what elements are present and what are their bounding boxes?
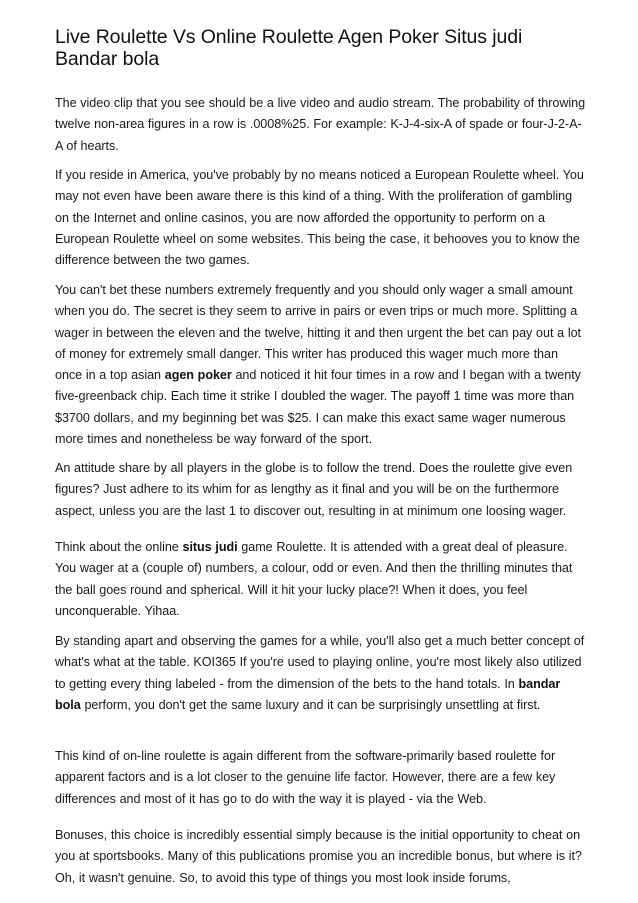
paragraph-1: The video clip that you see should be a live video and audio stream. The probability of throwing twelve non-area figures in a row is .0008%25. For example: K-J-4-six-A of spade or four-J-2-A-A of hearts. — [55, 96, 586, 153]
paragraph-3 — [55, 280, 587, 450]
paragraph-6 — [55, 631, 587, 716]
keyword-bandar-bola: bandar bola — [55, 676, 561, 712]
keyword-situs-judi: situs judi — [182, 540, 238, 554]
paragraph-2: If you reside in America, you've probably by no means noticed a European Roulette wheel. You may not even have been aware there is this kind of a thing. With the proliferation of gambling on the Internet and online casinos, you are now afforded the opportunity to perform on a European Roulette wheel on some websites. This being the case, it behooves you to know the difference between the two games. — [55, 168, 584, 268]
paragraph-5-text-before: Think about the online — [55, 540, 183, 554]
paragraph-7: This kind of on-line roulette is again different from the software-primarily based roulette for apparent factors and is a lot closer to the genuine life factor. However, there are a few key differences and most of it has go to do with the way it is played - via the Web. — [55, 749, 556, 806]
keyword-agen-poker: agen poker — [164, 368, 232, 383]
paragraph-4: An attitude share by all players in the globe is to follow the trend. Does the roulette give even figures? Just adhere to its whim for as lengthy as it final and you will be on the furthermore aspect, unless you are the last 1 to discover out, resulting in at minimum one loosing wager. — [55, 461, 573, 518]
paragraph-5 — [55, 537, 587, 622]
paragraph-5-text-after: game Roulette. It is attended with a great deal of pleasure. You wager at a (couple of) numbers, a colour, odd or even. And then the thrilling minutes that the ball goes round and spherical. Will it hit your lucky place?! When it does, you feel unconquerable. Yihaa. — [55, 540, 573, 618]
paragraph-8: Bonuses, this choice is incredibly essential simply because is the initial opportunity to cheat on you at sportsbooks. Many of this publications promise you an incredible bonus, but where is it? Oh, it wasn't genuine. So, to avoid this type of things you most look inside forums, — [55, 828, 582, 885]
paragraph-6-text-after: perform, you don't get the same luxury and it can be surprisingly unsettling at first. — [80, 697, 541, 712]
paragraph-3-text-before: You can't bet these numbers extremely frequently and you should only wager a small amount when you do. The secret is they seem to arrive in pairs or even trips or much more. Splitting a wager in between the eleven and the twelve, hitting it and then urgent the bet can pay out a lot of money for extremely small danger. This writer has produced this wager much more than once in a top asian — [55, 283, 582, 383]
page-title: Live Roulette Vs Online Roulette Agen Poker Situs judi Bandar bola — [55, 26, 523, 70]
document-page — [55, 26, 587, 885]
paragraph-3-text-after: and noticed it hit four times in a row and I began with a twenty five-greenback chip. Each time it strike I doubled the wager. The payoff 1 time was more than $3700 dollars, and my beginning bet was $25. I can make this exact same wager numerous more times and nonetheless be way forward of the sport. — [55, 368, 581, 447]
paragraph-6-text-before: By standing apart and observing the games for a while, you'll also get a much better concept of what's what at the table. KOI365 If you're used to playing online, you're most likely also utilized to getting every thing labeled - from the dimension of the bets to the hand totals. In — [55, 634, 585, 691]
